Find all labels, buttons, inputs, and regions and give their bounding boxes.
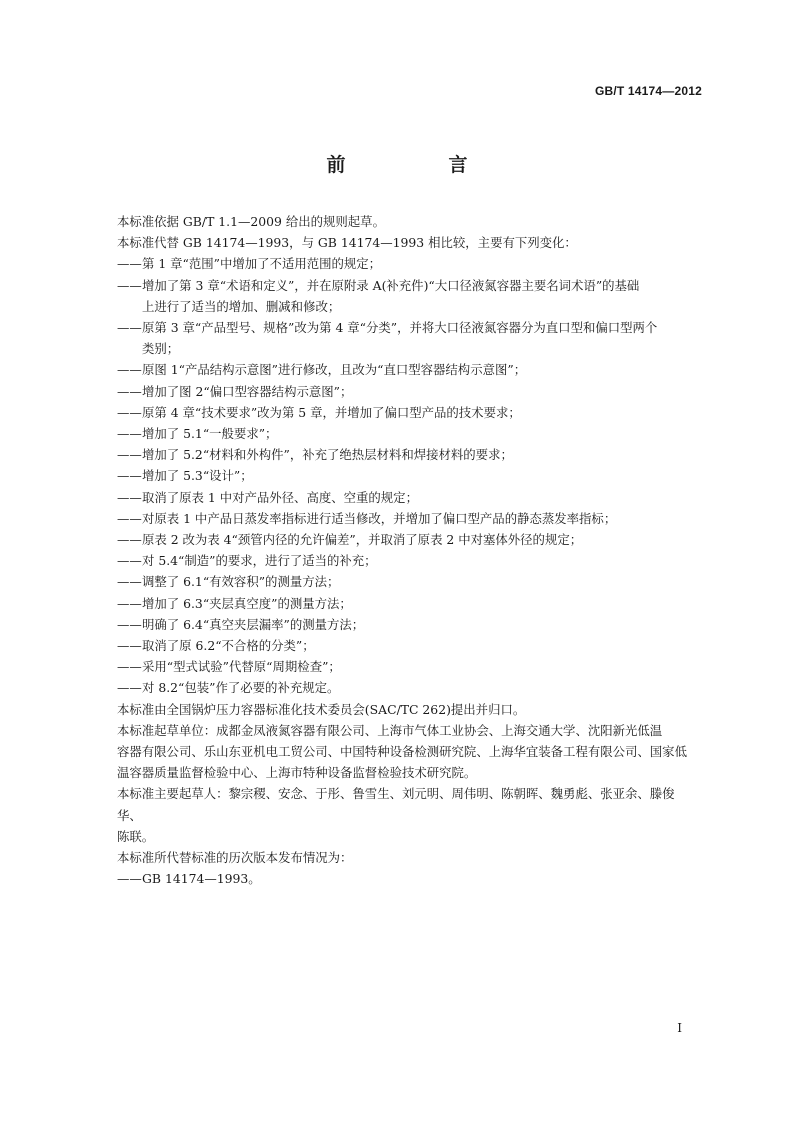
preface-body: [117, 211, 695, 890]
dash-mark: ——: [117, 468, 142, 484]
dash-mark: ——: [117, 680, 142, 696]
change-item: —— 第 1 章“范围”中增加了不适用范围的规定；: [117, 253, 695, 274]
dash-mark: ——: [117, 871, 142, 887]
change-item: —— 原第 3 章“产品型号、规格”改为第 4 章“分类”，并将大口径液氮容器分为直口型和偏口型两个: [117, 317, 695, 338]
change-item: —— 原第 4 章“技术要求”改为第 5 章，并增加了偏口型产品的技术要求；: [117, 402, 695, 423]
standard-code: GB/T 14174—2012: [594, 84, 702, 98]
paragraph-drafting-rule: 本标准依据 GB/T 1.1—2009 给出的规则起草。: [117, 214, 385, 229]
history-item: —— GB 14174—1993。: [117, 868, 695, 889]
change-item: —— 调整了 6.1“有效容积”的测量方法；: [117, 571, 695, 592]
dash-mark: ——: [117, 510, 142, 526]
dash-mark: ——: [117, 616, 142, 632]
page-title: 前 言: [326, 154, 510, 176]
change-item-continuation: 上进行了适当的增加、删减和修改；: [142, 298, 341, 314]
dash-mark: ——: [117, 532, 142, 548]
paragraph-drafting-units-line-2: 容器有限公司、乐山东亚机电工贸公司、中国特种设备检测研究院、上海华宜装备工程有限公司、国家低: [117, 744, 687, 760]
dash-mark: ——: [117, 426, 142, 442]
dash-mark: ——: [117, 659, 142, 675]
change-item: —— 明确了 6.4“真空夹层漏率”的测量方法；: [117, 614, 695, 635]
change-item: —— 取消了原表 1 中对产品外径、高度、空重的规定；: [117, 487, 695, 508]
paragraph-drafters-line-2: 陈联。: [117, 828, 155, 844]
dash-mark: ——: [117, 320, 142, 336]
dash-mark: ——: [117, 362, 142, 378]
dash-mark: ——: [117, 447, 142, 463]
paragraph-drafting-units-line-3: 温容器质量监督检验中心、上海市特种设备监督检验技术研究院。: [117, 765, 477, 781]
change-item: —— 增加了 5.2“材料和外构件”，补充了绝热层材料和焊接材料的要求；: [117, 444, 695, 465]
change-item: —— 原表 2 改为表 4“颈管内径的允许偏差”，并取消了原表 2 中对塞体外径的规定；: [117, 529, 695, 550]
dash-mark: ——: [117, 595, 142, 611]
change-item: —— 增加了 5.1“一般要求”；: [117, 423, 695, 444]
dash-mark: ——: [117, 553, 142, 569]
dash-mark: ——: [117, 638, 142, 654]
dash-mark: ——: [117, 404, 142, 420]
change-item: —— 对原表 1 中产品日蒸发率指标进行适当修改，并增加了偏口型产品的静态蒸发率指标；: [117, 508, 695, 529]
dash-mark: ——: [117, 489, 142, 505]
change-item-continuation: 类别；: [142, 341, 180, 357]
paragraph-drafters-line-1: 本标准主要起草人：黎宗稷、安念、于彤、鲁雪生、刘元明、周伟明、陈朝晖、魏勇彪、张亚余、滕俊华、: [117, 786, 675, 823]
paragraph-drafting-units-line-1: 本标准起草单位：成都金凤液氮容器有限公司、上海市气体工业协会、上海交通大学、沈阳新光低温: [117, 722, 663, 738]
paragraph-proposer: 本标准由全国锅炉压力容器标准化技术委员会(SAC/TC 262)提出并归口。: [117, 701, 526, 717]
change-item: —— 原图 1“产品结构示意图”进行修改，且改为“直口型容器结构示意图”；: [117, 359, 695, 380]
dash-mark: ——: [117, 383, 142, 399]
change-item: —— 采用“型式试验”代替原“周期检查”；: [117, 656, 695, 677]
dash-mark: ——: [117, 574, 142, 590]
change-item: —— 增加了 5.3“设计”；: [117, 465, 695, 486]
change-item: —— 增加了图 2“偏口型容器结构示意图”；: [117, 381, 695, 402]
dash-mark: ——: [117, 256, 142, 272]
page-number: I: [677, 1021, 682, 1035]
paragraph-history-intro: 本标准所代替标准的历次版本发布情况为：: [117, 850, 353, 866]
change-item: —— 增加了 6.3“夹层真空度”的测量方法；: [117, 593, 695, 614]
dash-mark: ——: [117, 277, 142, 293]
change-item: —— 对 5.4“制造”的要求，进行了适当的补充；: [117, 550, 695, 571]
change-item: —— 增加了第 3 章“术语和定义”，并在原附录 A(补充件)“大口径液氮容器主要名词术语”的基础: [117, 275, 695, 296]
change-item: —— 取消了原 6.2“不合格的分类”；: [117, 635, 695, 656]
change-item: —— 对 8.2“包装”作了必要的补充规定。: [117, 677, 695, 698]
paragraph-replacement: 本标准代替 GB 14174—1993，与 GB 14174—1993 相比较，主要有下列变化：: [117, 235, 577, 251]
